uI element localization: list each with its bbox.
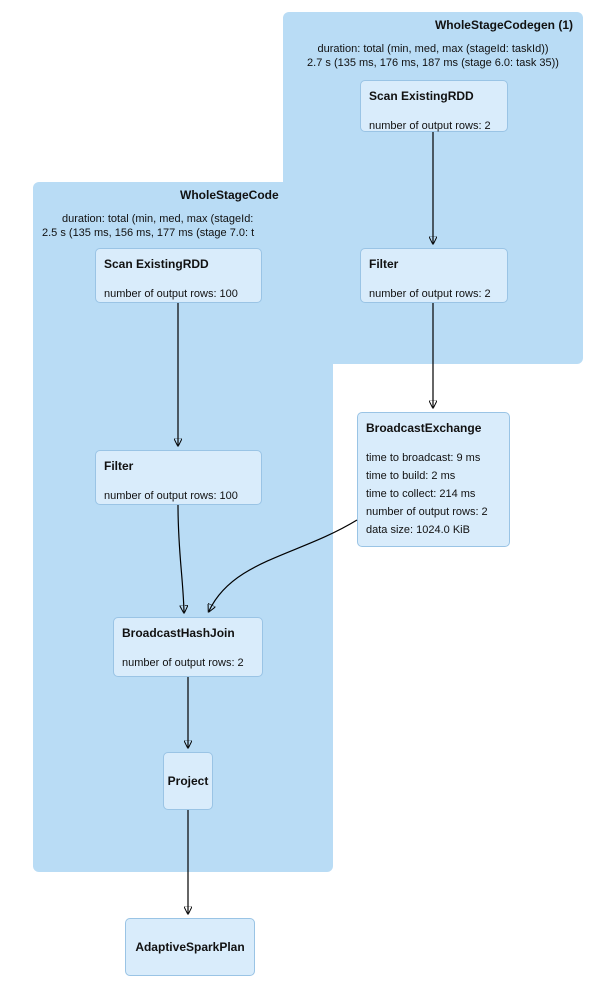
metric: number of output rows: 2 xyxy=(122,657,244,669)
node-title: Filter xyxy=(104,459,134,473)
node-metrics xyxy=(122,654,254,672)
cluster-duration-label: duration: total (min, med, max (stageId: xyxy=(62,213,254,225)
cluster-title: WholeStageCodegen (1) xyxy=(434,18,573,32)
node-metrics xyxy=(104,285,253,303)
node-adaptivesparkplan[interactable] xyxy=(125,918,255,976)
metric: number of output rows: 2 xyxy=(369,288,491,300)
node-scan-existingrdd-1[interactable] xyxy=(360,80,508,132)
cluster-duration-label: duration: total (min, med, max (stageId: taskId)) xyxy=(317,43,549,55)
node-broadcastexchange[interactable] xyxy=(357,412,510,547)
metric: number of output rows: 2 xyxy=(369,120,491,132)
node-metrics xyxy=(366,449,501,539)
node-title: BroadcastHashJoin xyxy=(122,626,235,640)
node-project[interactable] xyxy=(163,752,213,810)
node-filter-1[interactable] xyxy=(360,248,508,303)
node-metrics xyxy=(369,285,499,303)
node-title: Project xyxy=(167,774,209,788)
cluster-duration-value: 2.5 s (135 ms, 156 ms, 177 ms (stage 7.0: t xyxy=(42,227,255,239)
node-scan-existingrdd-2[interactable] xyxy=(95,248,262,303)
cluster-wholestagecodegen-1 xyxy=(283,12,583,364)
node-title: Filter xyxy=(369,257,399,271)
metric: time to build: 2 ms xyxy=(366,470,456,482)
metric: number of output rows: 2 xyxy=(366,506,488,518)
cluster-title: WholeStageCode xyxy=(180,188,279,202)
node-metrics xyxy=(369,117,499,135)
cluster-duration-value: 2.7 s (135 ms, 176 ms, 187 ms (stage 6.0: task 35)) xyxy=(307,57,559,69)
node-title: BroadcastExchange xyxy=(366,421,482,435)
node-broadcasthashjoin[interactable] xyxy=(113,617,263,677)
node-metrics xyxy=(104,487,253,505)
metric: time to broadcast: 9 ms xyxy=(366,452,481,464)
metric: time to collect: 214 ms xyxy=(366,488,476,500)
node-title: Scan ExistingRDD xyxy=(104,257,209,271)
metric: data size: 1024.0 KiB xyxy=(366,524,470,536)
metric: number of output rows: 100 xyxy=(104,288,238,300)
node-title: AdaptiveSparkPlan xyxy=(135,940,245,954)
node-title: Scan ExistingRDD xyxy=(369,89,474,103)
node-filter-2[interactable] xyxy=(95,450,262,505)
metric: number of output rows: 100 xyxy=(104,490,238,502)
